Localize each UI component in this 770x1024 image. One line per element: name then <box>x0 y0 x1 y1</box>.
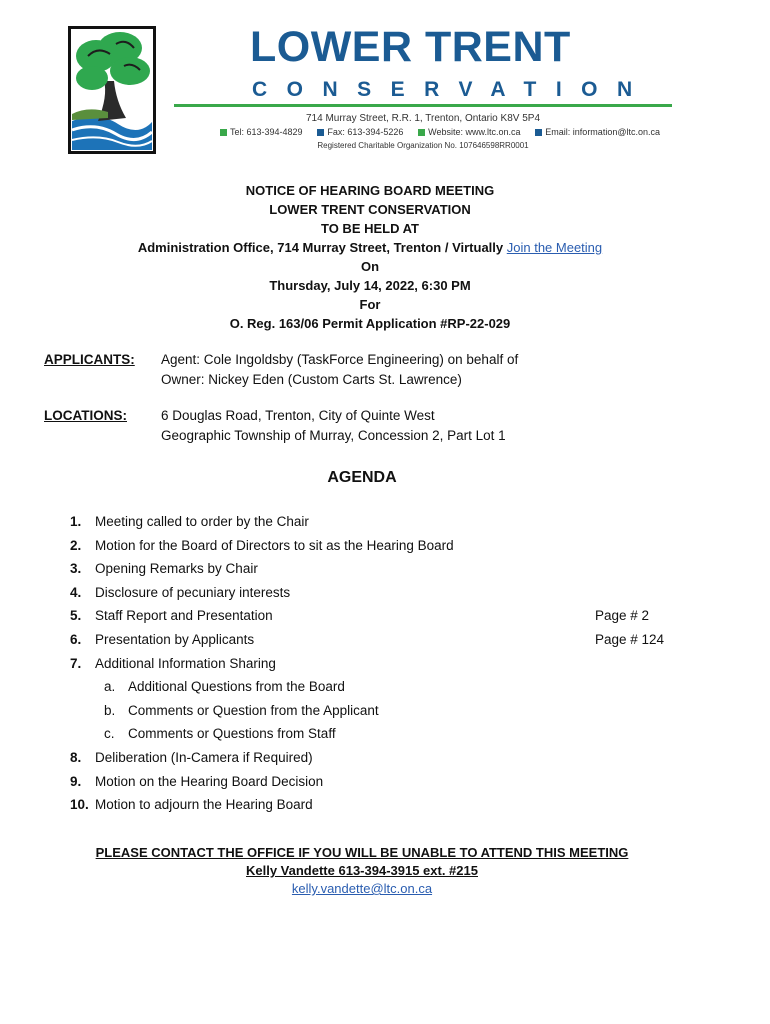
contact-email-link[interactable]: kelly.vandette@ltc.on.ca <box>291 881 433 896</box>
locations-legal: Geographic Township of Murray, Concession 2, Part Lot 1 <box>161 428 506 443</box>
email-item <box>535 128 660 137</box>
agenda-item-text: Opening Remarks by Chair <box>95 561 258 577</box>
agenda-item-number: 1. <box>70 514 82 529</box>
applicants-label: APPLICANTS: <box>44 352 135 367</box>
attendance-notice: PLEASE CONTACT THE OFFICE IF YOU WILL BE UNABLE TO ATTEND THIS MEETING <box>95 845 629 860</box>
website-text: Website: www.ltc.on.ca <box>428 127 521 137</box>
agenda-item <box>70 770 680 794</box>
agenda-item <box>70 557 680 581</box>
contact-person: Kelly Vandette 613-394-3915 ext. #215 <box>246 863 478 878</box>
agenda-item <box>70 581 680 605</box>
agenda-item <box>70 628 680 652</box>
square-bullet-icon <box>220 129 227 136</box>
agenda-subitem <box>70 722 680 746</box>
agenda-subitem-letter: a. <box>104 679 116 695</box>
locations-value <box>161 406 506 446</box>
agenda-subitem <box>70 699 680 723</box>
agenda-item-text: Additional Information Sharing <box>95 655 276 671</box>
join-meeting-link[interactable]: Join the Meeting <box>506 240 603 255</box>
applicants-owner: Owner: Nickey Eden (Custom Carts St. Lawrence) <box>161 372 462 387</box>
agenda-item <box>70 510 680 534</box>
organization-address: 714 Murray Street, R.R. 1, Trenton, Ontario K8V 5P4 <box>306 113 540 124</box>
agenda-item-text: Staff Report and Presentation <box>95 608 273 624</box>
agenda-item-page-ref: Page # 2 <box>595 608 650 624</box>
email-text: Email: information@ltc.on.ca <box>545 127 660 137</box>
notice-on: On <box>360 259 380 274</box>
agenda-item-text: Disclosure of pecuniary interests <box>95 584 291 600</box>
notice-location: Administration Office, 714 Murray Street, Trenton / Virtually <box>137 240 507 255</box>
fax-text: Fax: 613-394-5226 <box>327 127 404 137</box>
agenda-item-number: 3. <box>70 561 82 577</box>
notice-held-at: TO BE HELD AT <box>321 221 419 236</box>
agenda-item-number: 2. <box>70 537 82 553</box>
agenda-item <box>70 652 680 676</box>
notice-for: For <box>359 297 381 312</box>
meeting-notice <box>0 181 740 333</box>
organization-logo <box>68 26 156 154</box>
agenda-item-number: 5. <box>70 608 82 624</box>
square-bullet-icon <box>418 129 425 136</box>
agenda-subitem-text: Additional Questions from the Board <box>128 679 345 695</box>
agenda-subitem-letter: b. <box>104 702 116 718</box>
applicants-value <box>161 350 518 390</box>
agenda-item-number: 10. <box>70 797 89 813</box>
notice-org: LOWER TRENT CONSERVATION <box>269 202 471 217</box>
agenda-subitem-text: Comments or Question from the Applicant <box>128 702 379 718</box>
agenda-item-number: 6. <box>70 631 82 647</box>
website-item <box>418 128 520 137</box>
registration-number: Registered Charitable Organization No. 107646598RR0001 <box>317 141 529 150</box>
agenda-item-number: 7. <box>70 655 82 671</box>
contact-footer <box>0 844 724 898</box>
agenda-item <box>70 793 680 817</box>
agenda-list <box>70 510 680 817</box>
locations-label: LOCATIONS: <box>44 408 127 423</box>
agenda-item-number: 8. <box>70 749 82 765</box>
agenda-subitem-text: Comments or Questions from Staff <box>128 726 336 742</box>
tel-text: Tel: 613-394-4829 <box>230 127 303 137</box>
agenda-item-number: 4. <box>70 584 82 600</box>
agenda-item <box>70 746 680 770</box>
agenda-item <box>70 604 680 628</box>
agenda-item-number: 9. <box>70 773 82 789</box>
agenda-item-page-ref: Page # 124 <box>595 631 665 647</box>
agenda-item <box>70 534 680 558</box>
agenda-item-text: Motion to adjourn the Hearing Board <box>95 797 313 813</box>
contact-info-row <box>220 128 660 137</box>
agenda-title: AGENDA <box>327 469 397 486</box>
square-bullet-icon <box>535 129 542 136</box>
notice-location-line <box>0 238 740 257</box>
agenda-item-text: Deliberation (In-Camera if Required) <box>95 749 313 765</box>
notice-date: Thursday, July 14, 2022, 6:30 PM <box>269 278 471 293</box>
agenda-item-text: Presentation by Applicants <box>95 631 255 647</box>
applicants-agent: Agent: Cole Ingoldsby (TaskForce Engineering) on behalf of <box>161 352 519 367</box>
agenda-subitem-letter: c. <box>104 726 115 742</box>
notice-title: NOTICE OF HEARING BOARD MEETING <box>245 183 495 198</box>
notice-permit: O. Reg. 163/06 Permit Application #RP-22-029 <box>229 316 511 331</box>
fax-item <box>317 128 403 137</box>
agenda-item-text: Motion for the Board of Directors to sit as the Hearing Board <box>95 537 454 553</box>
agenda-item-text: Meeting called to order by the Chair <box>95 514 309 529</box>
locations-address: 6 Douglas Road, Trenton, City of Quinte West <box>161 408 435 423</box>
tel-item <box>220 128 303 137</box>
agenda-item-text: Motion on the Hearing Board Decision <box>95 773 324 789</box>
agenda-subitem <box>70 675 680 699</box>
header-divider <box>174 104 672 107</box>
square-bullet-icon <box>317 129 324 136</box>
organization-name: LOWER TRENT <box>250 23 571 71</box>
organization-subtitle: CONSERVATION <box>252 78 652 101</box>
